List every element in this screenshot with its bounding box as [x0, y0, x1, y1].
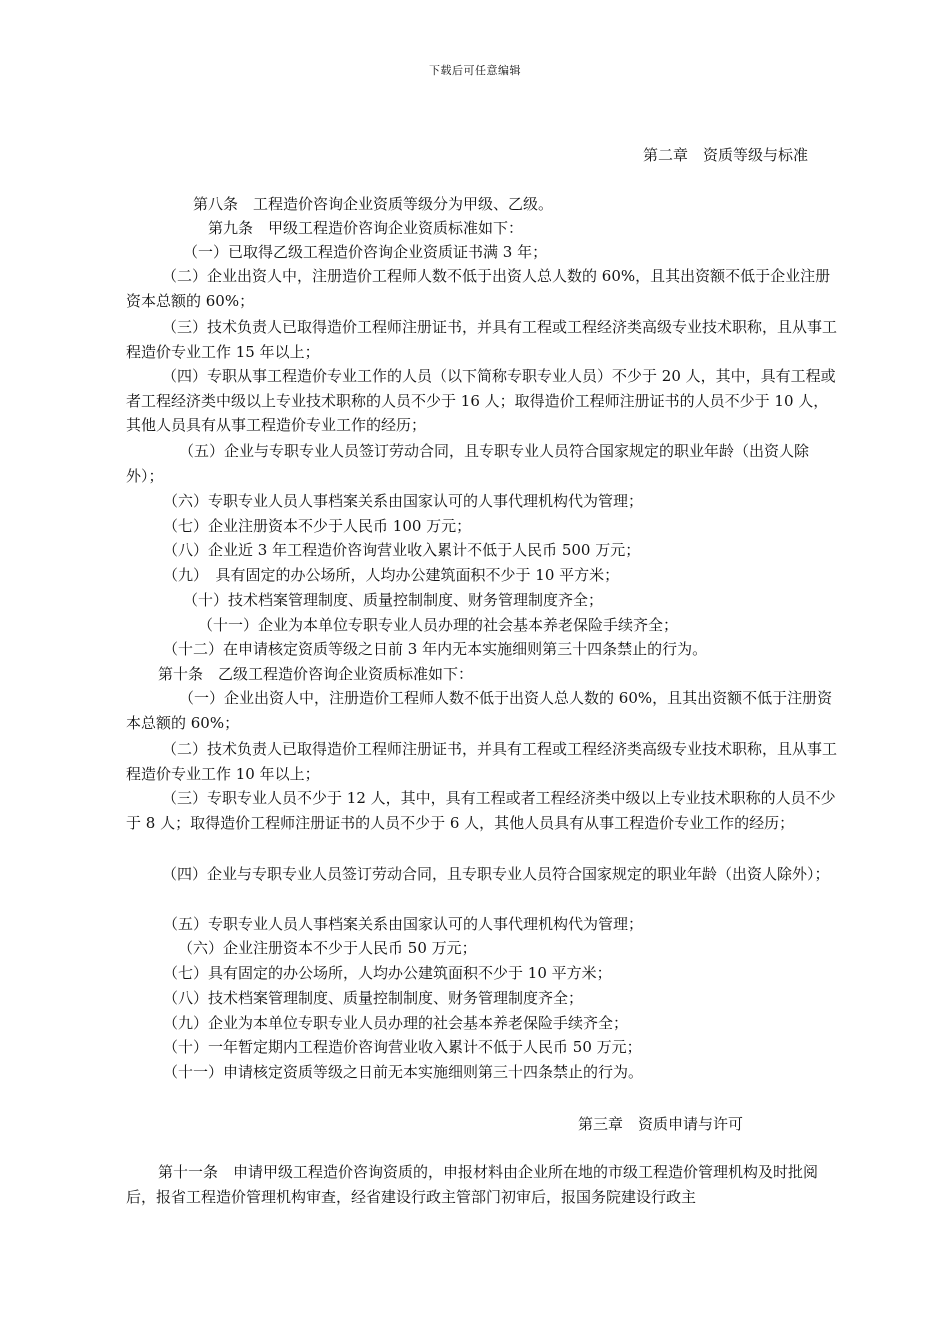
chapter-2-heading: 第二章 资质等级与标准: [643, 146, 809, 164]
article-9-item-8: （八）企业近 3 年工程造价咨询营业收入累计不低于人民币 500 万元；: [163, 541, 641, 559]
article-11: 第十一条 申请甲级工程造价咨询资质的，申报材料由企业所在地的市级工程造价管理机构及时批阅后，报省工程造价管理机构审查，经省建设行政主管部门初审后，报国务院建设行政主: [126, 1163, 819, 1206]
article-10: 第十条 乙级工程造价咨询企业资质标准如下：: [158, 665, 474, 683]
article-10-item-2: （二）技术负责人已取得造价工程师注册证书，并具有工程或工程经济类高级专业技术职称，且从事工程造价专业工作 10 年以上；: [126, 740, 838, 783]
article-9-item-7: （七）企业注册资本不少于人民币 100 万元；: [163, 517, 472, 535]
article-10-item-8: （八）技术档案管理制度、质量控制制度、财务管理制度齐全；: [163, 989, 584, 1007]
article-9-item-2: （二）企业出资人中，注册造价工程师人数不低于出资人总人数的 60%，且其出资额不低于企业注册资本总额的 60%；: [126, 267, 831, 310]
article-10-item-11: （十一）申请核定资质等级之日前无本实施细则第三十四条禁止的行为。: [163, 1063, 644, 1081]
article-9: 第九条 甲级工程造价咨询企业资质标准如下：: [208, 219, 524, 237]
article-9-item-4: （四）专职从事工程造价专业工作的人员（以下简称专职专业人员）不少于 20 人，其中，具有工程或者工程经济类中级以上专业技术职称的人员不少于 16 人；取得造价工程师注册证书的人员不少于 10 人，其他人员具有从事工程造价专业工作的经历；: [126, 367, 836, 434]
article-10-item-4: （四）企业与专职专业人员签订劳动合同，且专职专业人员符合国家规定的职业年龄（出资人除外）；: [162, 865, 830, 883]
article-9-item-12: （十二）在申请核定资质等级之日前 3 年内无本实施细则第三十四条禁止的行为。: [163, 640, 708, 658]
article-10-item-5: （五）专职专业人员人事档案关系由国家认可的人事代理机构代为管理；: [163, 915, 644, 933]
article-10-item-1: （一）企业出资人中，注册造价工程师人数不低于出资人总人数的 60%，且其出资额不低于注册资本总额的 60%；: [126, 689, 833, 732]
article-9-item-11: （十一）企业为本单位专职专业人员办理的社会基本养老保险手续齐全；: [198, 616, 679, 634]
article-8: 第八条 工程造价咨询企业资质等级分为甲级、乙级。: [193, 195, 554, 213]
article-9-item-3: （三）技术负责人已取得造价工程师注册证书，并具有工程或工程经济类高级专业技术职称，且从事工程造价专业工作 15 年以上；: [126, 318, 838, 361]
article-10-item-10: （十）一年暂定期内工程造价咨询营业收入累计不低于人民币 50 万元；: [163, 1038, 642, 1056]
article-10-item-3: （三）专职专业人员不少于 12 人，其中，具有工程或者工程经济类中级以上专业技术职称的人员不少于 8 人；取得造价工程师注册证书的人员不少于 6 人，其他人员具有从事工程造价专业工作的经历；: [126, 789, 836, 832]
article-9-item-9: （九） 具有固定的办公场所，人均办公建筑面积不少于 10 平方米；: [163, 566, 620, 584]
article-9-item-1: （一）已取得乙级工程造价咨询企业资质证书满 3 年；: [183, 243, 548, 261]
chapter-3-heading: 第三章 资质申请与许可: [578, 1115, 744, 1133]
article-10-item-9: （九）企业为本单位专职专业人员办理的社会基本养老保险手续齐全；: [163, 1014, 629, 1032]
page-header: 下载后可任意编辑: [429, 64, 521, 77]
article-10-item-6: （六）企业注册资本不少于人民币 50 万元；: [178, 939, 477, 957]
article-10-item-7: （七）具有固定的办公场所，人均办公建筑面积不少于 10 平方米；: [163, 964, 612, 982]
article-9-item-10: （十）技术档案管理制度、质量控制制度、财务管理制度齐全；: [183, 591, 604, 609]
article-9-item-5: （五）企业与专职专业人员签订劳动合同，且专职专业人员符合国家规定的职业年龄（出资人除外）；: [126, 442, 810, 485]
article-9-item-6: （六）专职专业人员人事档案关系由国家认可的人事代理机构代为管理；: [163, 492, 644, 510]
